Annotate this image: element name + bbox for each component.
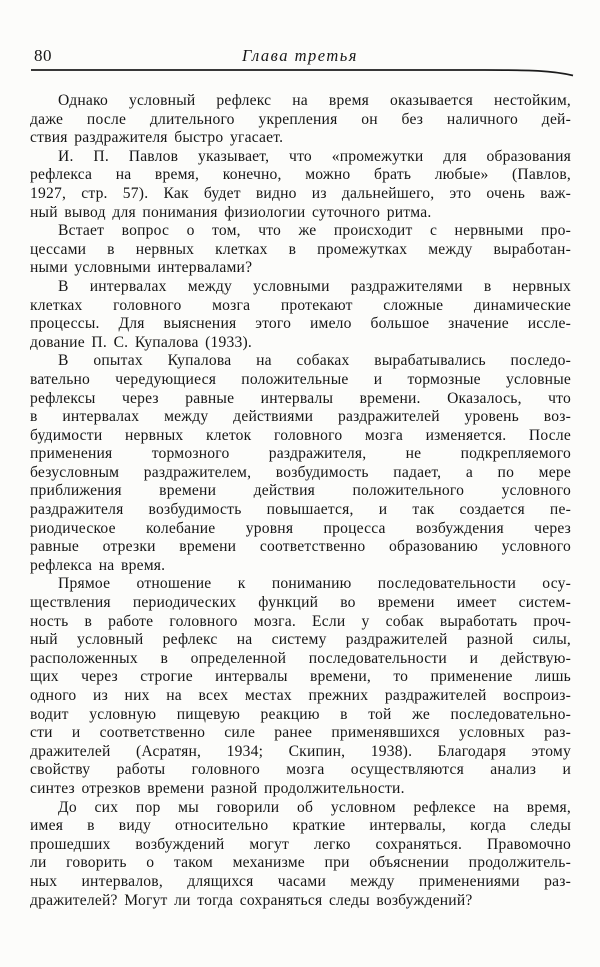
text-line: водит условную пищевую реакцию в той же последовательно- [30, 705, 571, 723]
text-line: равные отрезки времени соответственно образованию условного [30, 538, 571, 556]
text-line: дование П. С. Купалова (1933). [30, 333, 253, 351]
running-title: Глава третья [242, 46, 358, 65]
text-line: применения тормозного раздражителя, не подкрепляемого [30, 445, 571, 463]
text-line: имея в виду относительно краткие интервалы, когда следы [30, 817, 571, 835]
text-line: До сих пор мы говорили об условном рефлексе на время, [58, 798, 571, 816]
paragraph [30, 222, 571, 278]
text-line: вательно чередующиеся положительные и тормозные условные [30, 370, 571, 388]
text-line: Прямое отношение к пониманию последовательности осу- [58, 575, 571, 593]
page-body [30, 92, 571, 910]
text-line: цессами в нервных клетках в промежутках между выработан- [30, 240, 571, 258]
paragraph [30, 352, 571, 575]
text-line: щих через строгие интервалы времени, то применение лишь [30, 668, 571, 686]
text-line: И. П. Павлов указывает, что «промежутки для образования [58, 147, 571, 165]
text-line: риодическое колебание уровня процесса возбуждения через [30, 519, 571, 537]
text-line: синтез отрезков времени разной продолжительности. [30, 779, 405, 797]
text-line: Встает вопрос о том, что же происходит с нервными про- [58, 222, 571, 240]
text-line: В интервалах между условными раздражителями в нервных [58, 277, 571, 295]
text-line: одного из них на всех местах прежних раздражителей воспроиз- [30, 687, 571, 704]
paragraph [30, 92, 571, 148]
text-line: ность в работе головного мозга. Если у собак выработать проч- [30, 612, 571, 630]
text-line: ный вывод для понимания физиологии суточного ритма. [30, 203, 432, 221]
text-line: расположенных в определенной последовательности и действую- [30, 649, 571, 667]
text-line: в интервалах между действиями раздражителей уровень воз- [30, 408, 571, 426]
text-line: ствия раздражителя быстро угасает. [30, 129, 284, 147]
text-line: даже после длительного укрепления он без наличного дей- [30, 110, 571, 128]
text-line: ными условными интервалами? [30, 259, 253, 277]
text-line: дражителей (Асратян, 1934; Скипин, 1938). Благодаря этому [30, 742, 571, 760]
paragraph [30, 148, 571, 222]
text-line: ли говорить о таком механизме при объяснении продолжитель- [30, 854, 571, 872]
header-rule [30, 68, 575, 78]
paragraph [30, 799, 571, 911]
text-line: рефлекса на время, конечно, можно брать любые» (Павлов, [30, 166, 571, 184]
text-line: 1927, стр. 57). Как будет видно из дальнейшего, это очень важ- [30, 184, 571, 202]
text-line: рефлекса на время. [30, 556, 166, 574]
text-line: ществления периодических функций во времени имеет систем- [30, 594, 571, 612]
paragraph [30, 575, 571, 798]
text-line: Однако условный рефлекс на время оказывается нестойким, [58, 92, 571, 109]
text-line: процессы. Для выяснения этого имело большое значение иссле- [30, 315, 571, 333]
text-line: свойству работы головного мозга осуществляются анализ и [30, 761, 571, 779]
paragraph [30, 278, 571, 352]
text-line: приближения времени действия положительного условного [30, 482, 571, 500]
text-line: ных интервалов, длящихся часами между применениями раз- [30, 872, 571, 890]
text-line: безусловным раздражителем, возбудимость падает, а по мере [30, 463, 571, 481]
text-line: прошедших возбуждений могут легко сохраняться. Правомочно [30, 835, 571, 853]
text-line: рефлексы через равные интервалы времени. Оказалось, что [30, 389, 571, 407]
text-line: В опытах Купалова на собаках вырабатывались последо- [58, 352, 571, 370]
text-line: будимости нервных клеток головного мозга изменяется. После [30, 426, 571, 444]
page-number: 80 [34, 46, 52, 65]
text-line: клетках головного мозга протекают сложные динамические [30, 296, 571, 314]
text-line: ный условный рефлекс на систему раздражителей разной силы, [30, 631, 571, 649]
text-line: раздражителя возбудимость повышается, и так создается пе- [30, 501, 571, 519]
text-line: сти и соответственно силе ранее применявшихся условных раз- [30, 724, 571, 742]
text-line: дражителей? Могут ли тогда сохраняться следы возбуждений? [30, 891, 473, 909]
